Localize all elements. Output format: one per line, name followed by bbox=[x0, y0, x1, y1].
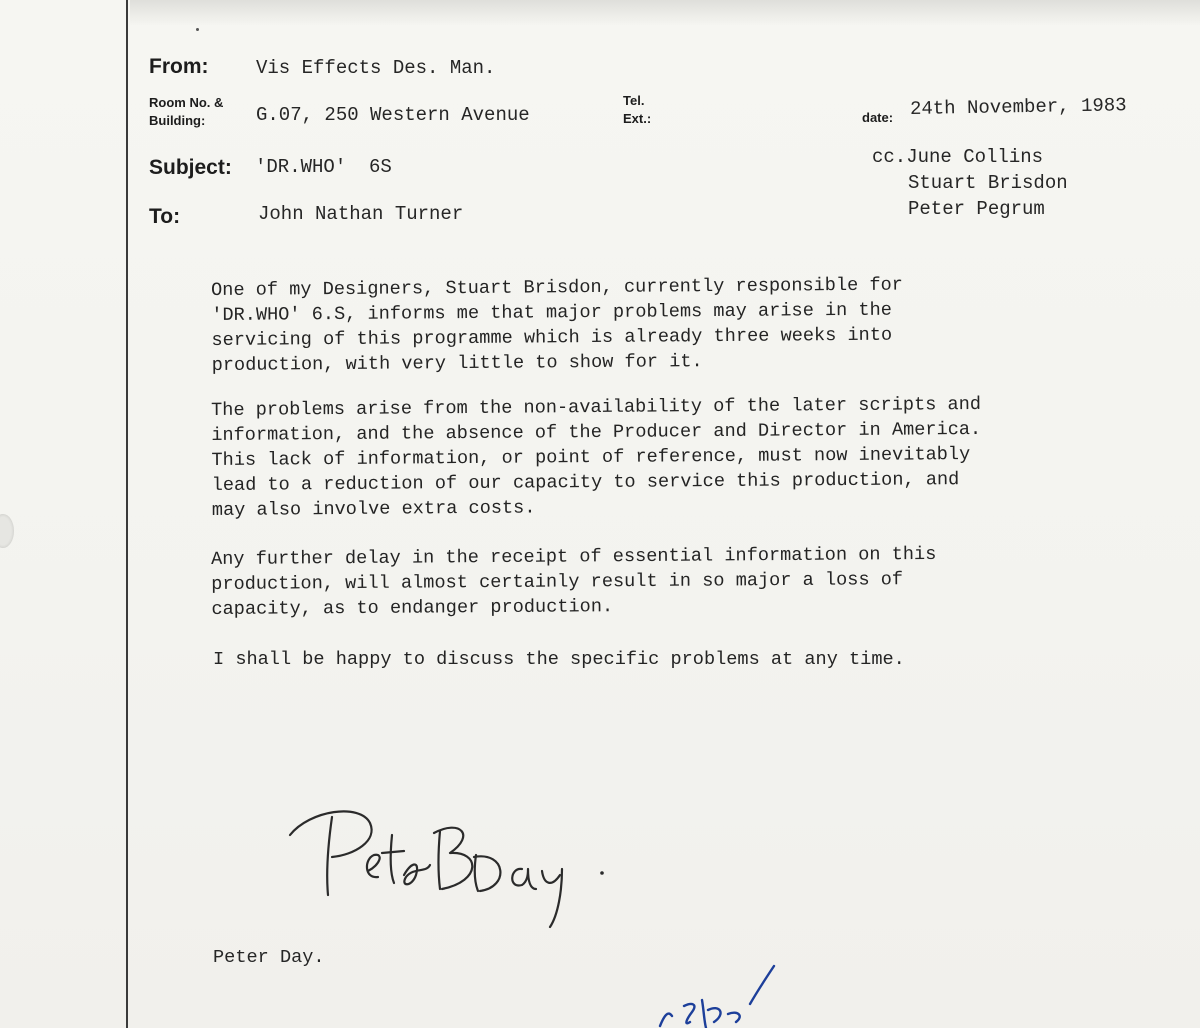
tel-label: Tel. bbox=[623, 93, 645, 108]
body-line: capacity, as to endanger production. bbox=[211, 596, 614, 620]
date-label: date: bbox=[862, 110, 894, 125]
speck bbox=[196, 28, 199, 31]
subject-value: 'DR.WHO' 6S bbox=[255, 156, 392, 178]
room-value: G.07, 250 Western Avenue bbox=[256, 104, 530, 126]
body-line: lead to a reduction of our capacity to service this production, and bbox=[211, 469, 960, 496]
body-line: may also involve extra costs. bbox=[211, 497, 536, 521]
body-paragraph-3 bbox=[211, 542, 937, 622]
body-line: production, with very little to show for it. bbox=[211, 351, 703, 376]
subject-label: Subject: bbox=[149, 156, 232, 179]
typed-signature-name: Peter Day. bbox=[213, 947, 325, 968]
handwritten-signature bbox=[270, 795, 620, 935]
body-line: The problems arise from the non-availability of the later scripts and bbox=[211, 393, 982, 421]
body-line: information, and the absence of the Producer and Director in America. bbox=[211, 418, 982, 446]
margin-rule bbox=[126, 0, 128, 1028]
body-line: One of my Designers, Stuart Brisdon, currently responsible for bbox=[211, 274, 903, 301]
ext-label: Ext.: bbox=[623, 111, 652, 126]
room-label-line2: Building: bbox=[149, 113, 206, 128]
body-line: production, will almost certainly result in so major a loss of bbox=[211, 569, 904, 595]
to-label: To: bbox=[149, 205, 181, 228]
from-value: Vis Effects Des. Man. bbox=[256, 57, 496, 79]
body-line: I shall be happy to discuss the specific problems at any time. bbox=[213, 649, 905, 670]
cc-line-1: cc.June Collins bbox=[872, 146, 1044, 168]
cc-line-3: Peter Pegrum bbox=[908, 198, 1045, 220]
to-value: John Nathan Turner bbox=[258, 203, 464, 225]
body-paragraph-2 bbox=[211, 392, 982, 523]
cc-line-2: Stuart Brisdon bbox=[908, 172, 1068, 194]
body-line: Any further delay in the receipt of essential information on this bbox=[211, 543, 937, 570]
body-line: 'DR.WHO' 6.S, informs me that major problems may arise in the bbox=[211, 299, 893, 326]
body-paragraph-4 bbox=[213, 647, 905, 672]
from-label: From: bbox=[149, 55, 209, 78]
room-label-line1: Room No. & bbox=[149, 95, 224, 110]
scan-shadow bbox=[130, 0, 1200, 26]
body-paragraph-1 bbox=[211, 273, 904, 378]
punch-hole bbox=[0, 514, 14, 548]
handwritten-initials bbox=[640, 960, 800, 1028]
date-value: 24th November, 1983 bbox=[909, 94, 1127, 120]
body-line: servicing of this programme which is already three weeks into bbox=[211, 324, 893, 351]
body-line: This lack of information, or point of reference, must now inevitably bbox=[211, 444, 971, 471]
